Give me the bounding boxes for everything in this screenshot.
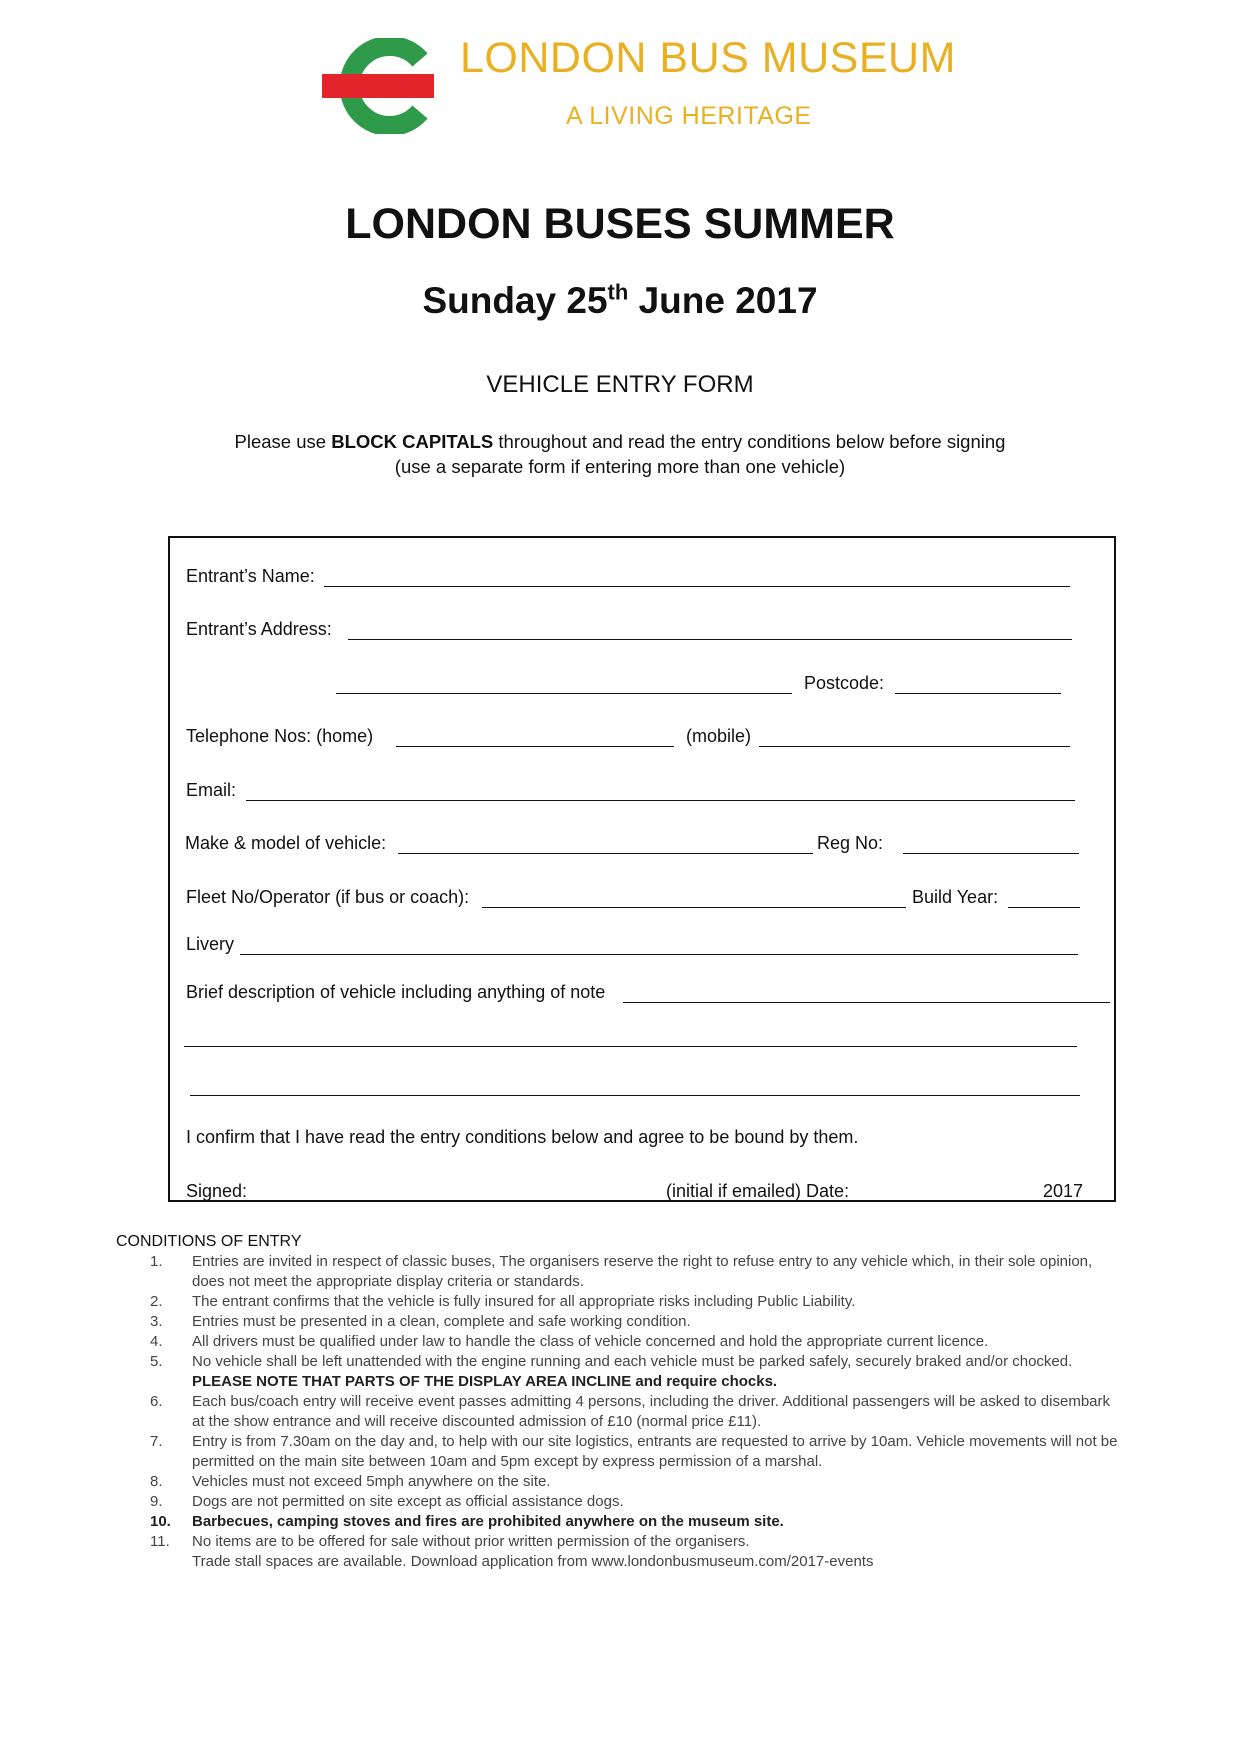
condition-number: 9. <box>150 1493 163 1510</box>
condition-bold-note: PLEASE NOTE THAT PARTS OF THE DISPLAY AREA INCLINE and require chocks. <box>192 1373 778 1390</box>
conditions-list <box>150 1252 1120 1572</box>
condition-extra-note: Trade stall spaces are available. Download application from www.londonbusmuseum.com/2017-events <box>192 1553 874 1570</box>
museum-logo-icon <box>322 38 442 134</box>
entry-form <box>168 536 1116 1202</box>
date-label: (initial if emailed) Date: <box>666 1181 850 1201</box>
address-line-2-field[interactable] <box>336 693 792 694</box>
condition-text: Barbecues, camping stoves and fires are prohibited anywhere on the museum site. <box>192 1513 784 1530</box>
description-line-2-field[interactable] <box>184 1046 1077 1047</box>
condition-text: Vehicles must not exceed 5mph anywhere on the site. <box>192 1473 551 1490</box>
address-line-1-field[interactable] <box>348 639 1072 640</box>
description-line-1-field[interactable] <box>623 1002 1110 1003</box>
instructions: Please use BLOCK CAPITALS throughout and read the entry conditions below before signing (use a separate form if entering more than one vehicle) <box>234 431 1006 477</box>
livery-label: Livery <box>186 934 235 954</box>
condition-number: 6. <box>150 1393 163 1410</box>
condition-number: 4. <box>150 1333 163 1350</box>
condition-item <box>150 1392 1120 1432</box>
condition-text: No items are to be offered for sale without prior written permission of the organisers. Trade stall spaces are available. Download application from www.londonbusmuseum.com/2017-events <box>192 1532 1120 1572</box>
telephone-mobile-label: (mobile) <box>686 726 752 746</box>
fleet-no-field[interactable] <box>482 907 906 908</box>
condition-number: 7. <box>150 1433 163 1450</box>
date-field[interactable] <box>867 1201 1043 1202</box>
fleet-no-label: Fleet No/Operator (if bus or coach): <box>186 887 470 907</box>
condition-number: 1. <box>150 1253 163 1270</box>
condition-item <box>150 1532 1120 1572</box>
logo-subtitle: A LIVING HERITAGE <box>566 102 812 130</box>
condition-item <box>150 1432 1120 1472</box>
condition-text: All drivers must be qualified under law to handle the class of vehicle concerned and hold the appropriate current licence. <box>192 1333 989 1350</box>
condition-item <box>150 1512 1120 1532</box>
entrant-address-label: Entrant’s Address: <box>186 619 332 639</box>
entrant-name-label: Entrant’s Name: <box>186 566 315 586</box>
make-model-label: Make & model of vehicle: <box>185 833 387 853</box>
condition-item <box>150 1332 1120 1352</box>
conditions-heading: CONDITIONS OF ENTRY <box>116 1233 302 1250</box>
livery-field[interactable] <box>240 954 1078 955</box>
confirm-statement: I confirm that I have read the entry conditions below and agree to be bound by them. <box>186 1127 859 1147</box>
condition-number: 3. <box>150 1313 163 1330</box>
form-title: VEHICLE ENTRY FORM <box>486 371 754 398</box>
condition-item <box>150 1492 1120 1512</box>
signed-label: Signed: <box>186 1181 248 1201</box>
condition-number: 8. <box>150 1473 163 1490</box>
condition-text: Dogs are not permitted on site except as official assistance dogs. <box>192 1493 624 1510</box>
email-field[interactable] <box>246 800 1075 801</box>
condition-text: The entrant confirms that the vehicle is fully insured for all appropriate risks including Public Liability. <box>192 1293 856 1310</box>
condition-number: 5. <box>150 1353 163 1370</box>
description-line-3-field[interactable] <box>190 1095 1080 1096</box>
email-label: Email: <box>186 780 237 800</box>
telephone-mobile-field[interactable] <box>759 746 1070 747</box>
build-year-field[interactable] <box>1008 907 1080 908</box>
condition-text: Entries must be presented in a clean, complete and safe working condition. <box>192 1313 691 1330</box>
event-title: LONDON BUSES SUMMER <box>345 200 895 248</box>
condition-text: Entries are invited in respect of classic buses, The organisers reserve the right to refuse entry to any vehicle which, in their sole opinion, does not meet the appropriate display criteria or standards. <box>192 1253 1093 1290</box>
condition-text: Each bus/coach entry will receive event passes admitting 4 persons, including the driver. Additional passengers will be asked to disembark at the show entrance and will receive discounted admission of £10 (normal price £11). <box>192 1393 1110 1430</box>
condition-item <box>150 1312 1120 1332</box>
postcode-label: Postcode: <box>804 673 885 693</box>
condition-text: Entry is from 7.30am on the day and, to help with our site logistics, entrants are requested to arrive by 10am. Vehicle movements will not be permitted on the main site between 10am and 5pm except by express permission of a marshal. <box>192 1433 1118 1470</box>
condition-number: 10. <box>150 1513 171 1530</box>
event-date: Sunday 25th June 2017 <box>422 279 818 321</box>
reg-no-field[interactable] <box>903 853 1079 854</box>
reg-no-label: Reg No: <box>817 833 884 853</box>
telephone-home-field[interactable] <box>396 746 674 747</box>
condition-number: 11. <box>150 1533 170 1550</box>
condition-item <box>150 1292 1120 1312</box>
description-label: Brief description of vehicle including anything of note <box>186 982 606 1002</box>
condition-item <box>150 1352 1120 1392</box>
postcode-field[interactable] <box>895 693 1061 694</box>
make-model-field[interactable] <box>398 853 813 854</box>
signature-field[interactable] <box>254 1201 658 1202</box>
entrant-name-field[interactable] <box>324 586 1070 587</box>
condition-number: 2. <box>150 1293 163 1310</box>
build-year-label: Build Year: <box>912 887 999 907</box>
condition-text: No vehicle shall be left unattended with the engine running and each vehicle must be parked safely, securely braked and/or chocked. PLEASE NOTE THAT PARTS OF THE DISPLAY AREA INCLINE and require chocks. <box>192 1353 1073 1390</box>
condition-item <box>150 1472 1120 1492</box>
logo-title: LONDON BUS MUSEUM <box>460 34 956 82</box>
date-year-suffix: 2017 <box>1043 1181 1084 1201</box>
condition-item <box>150 1252 1120 1292</box>
telephone-home-label: Telephone Nos: (home) <box>186 726 374 746</box>
